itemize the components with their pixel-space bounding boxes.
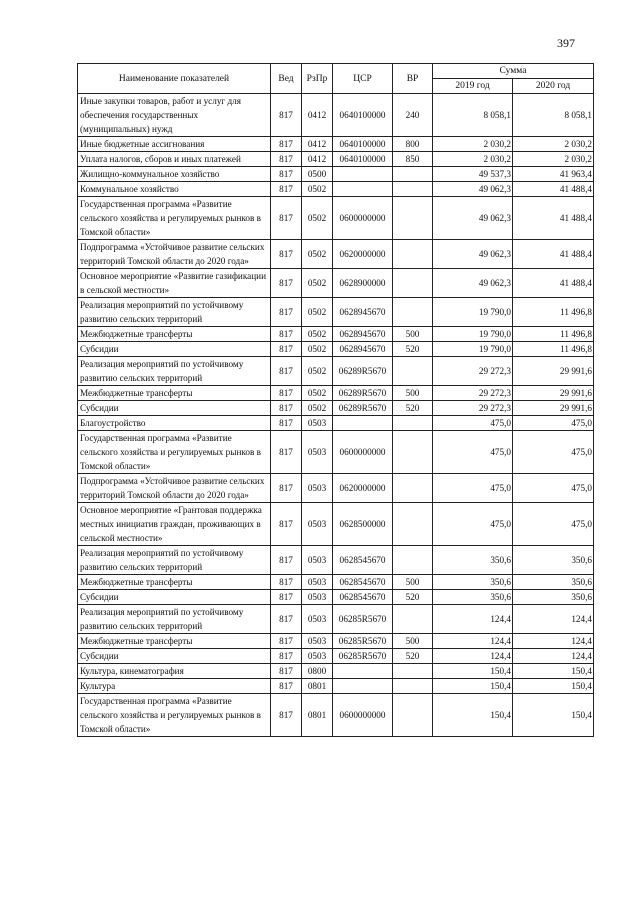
row-ved: 817 [271,546,302,575]
table-body [78,94,594,737]
row-rzpr: 0503 [302,649,333,664]
header-csr: ЦСР [333,64,393,94]
row-rzpr: 0503 [302,503,333,546]
row-name: Жилищно-коммунальное хозяйство [78,167,271,182]
row-ved: 817 [271,590,302,605]
table-row [78,240,594,269]
row-rzpr: 0502 [302,182,333,197]
row-sum-2020: 124,4 [513,605,594,634]
row-vr: 500 [393,575,433,590]
row-name: Подпрограмма «Устойчивое развитие сельских территорий Томской области до 2020 года» [78,474,271,503]
table-row [78,503,594,546]
table-row [78,94,594,137]
row-vr [393,269,433,298]
row-sum-2020: 350,6 [513,546,594,575]
row-sum-2020: 11 496,8 [513,327,594,342]
row-sum-2020: 41 488,4 [513,182,594,197]
row-ved: 817 [271,575,302,590]
row-name: Основное мероприятие «Грантовая поддержка местных инициатив граждан, проживающих в сельской местности» [78,503,271,546]
row-ved: 817 [271,664,302,679]
row-csr: 06289R5670 [333,386,393,401]
row-name: Субсидии [78,590,271,605]
row-ved: 817 [271,298,302,327]
row-rzpr: 0801 [302,679,333,694]
row-sum-2019: 49 537,3 [433,167,513,182]
row-csr: 0620000000 [333,474,393,503]
row-csr: 06289R5670 [333,401,393,416]
budget-table [77,63,594,737]
row-name: Коммунальное хозяйство [78,182,271,197]
row-rzpr: 0502 [302,240,333,269]
row-csr [333,664,393,679]
row-csr [333,167,393,182]
row-rzpr: 0503 [302,416,333,431]
row-csr [333,416,393,431]
row-sum-2019: 124,4 [433,649,513,664]
table-row [78,357,594,386]
row-ved: 817 [271,197,302,240]
row-rzpr: 0800 [302,664,333,679]
table-row [78,137,594,152]
header-year-2020: 2020 год [513,79,594,94]
row-name: Межбюджетные трансферты [78,386,271,401]
row-sum-2020: 124,4 [513,649,594,664]
table-row [78,342,594,357]
table-row [78,386,594,401]
row-vr: 800 [393,137,433,152]
row-name: Субсидии [78,342,271,357]
header-sum: Сумма [433,64,594,79]
row-sum-2020: 2 030,2 [513,137,594,152]
table-row [78,694,594,737]
row-sum-2020: 150,4 [513,694,594,737]
row-vr [393,416,433,431]
table-row [78,575,594,590]
row-sum-2020: 475,0 [513,416,594,431]
row-sum-2019: 19 790,0 [433,327,513,342]
row-sum-2019: 2 030,2 [433,137,513,152]
row-name: Культура [78,679,271,694]
row-sum-2019: 29 272,3 [433,401,513,416]
row-vr [393,474,433,503]
row-csr: 0620000000 [333,240,393,269]
row-sum-2019: 29 272,3 [433,386,513,401]
table-header [78,64,594,94]
row-ved: 817 [271,401,302,416]
row-rzpr: 0502 [302,386,333,401]
row-sum-2019: 49 062,3 [433,182,513,197]
row-vr: 240 [393,94,433,137]
row-name: Государственная программа «Развитие сельского хозяйства и регулируемых рынков в Томской области» [78,197,271,240]
header-year-2019: 2019 год [433,79,513,94]
row-csr: 0600000000 [333,694,393,737]
row-ved: 817 [271,634,302,649]
row-name: Межбюджетные трансферты [78,575,271,590]
row-rzpr: 0503 [302,590,333,605]
row-rzpr: 0503 [302,474,333,503]
table-row [78,664,594,679]
row-vr [393,298,433,327]
row-csr: 0640100000 [333,137,393,152]
row-vr: 520 [393,342,433,357]
row-csr: 0600000000 [333,197,393,240]
page-number: 397 [557,36,575,50]
row-vr [393,503,433,546]
row-name: Государственная программа «Развитие сельского хозяйства и регулируемых рынков в Томской области» [78,431,271,474]
row-vr [393,605,433,634]
row-sum-2020: 41 488,4 [513,240,594,269]
row-sum-2019: 350,6 [433,590,513,605]
table-row [78,474,594,503]
row-name: Культура, кинематография [78,664,271,679]
row-csr [333,182,393,197]
row-vr [393,431,433,474]
row-sum-2020: 11 496,8 [513,342,594,357]
row-sum-2019: 19 790,0 [433,298,513,327]
row-csr: 0640100000 [333,152,393,167]
row-name: Подпрограмма «Устойчивое развитие сельских территорий Томской области до 2020 года» [78,240,271,269]
header-name: Наименование показателей [78,64,271,94]
row-ved: 817 [271,416,302,431]
row-csr: 06285R5670 [333,605,393,634]
row-name: Реализация мероприятий по устойчивому развитию сельских территорий [78,298,271,327]
row-sum-2020: 475,0 [513,474,594,503]
row-name: Благоустройство [78,416,271,431]
row-rzpr: 0503 [302,546,333,575]
row-vr [393,167,433,182]
row-sum-2019: 475,0 [433,474,513,503]
row-vr [393,546,433,575]
row-ved: 817 [271,240,302,269]
row-ved: 817 [271,357,302,386]
row-csr [333,679,393,694]
row-vr [393,197,433,240]
row-ved: 817 [271,474,302,503]
row-csr: 0628945670 [333,327,393,342]
row-csr: 06285R5670 [333,634,393,649]
row-sum-2019: 350,6 [433,546,513,575]
row-sum-2020: 41 488,4 [513,197,594,240]
row-ved: 817 [271,679,302,694]
row-sum-2020: 29 991,6 [513,357,594,386]
row-vr [393,694,433,737]
row-rzpr: 0502 [302,197,333,240]
row-sum-2020: 150,4 [513,664,594,679]
row-vr [393,357,433,386]
row-rzpr: 0503 [302,634,333,649]
table-row [78,416,594,431]
header-ved: Вед [271,64,302,94]
row-sum-2019: 49 062,3 [433,197,513,240]
row-sum-2019: 49 062,3 [433,240,513,269]
row-sum-2020: 2 030,2 [513,152,594,167]
row-rzpr: 0502 [302,269,333,298]
row-ved: 817 [271,152,302,167]
row-ved: 817 [271,167,302,182]
table-row [78,269,594,298]
row-name: Реализация мероприятий по устойчивому развитию сельских территорий [78,546,271,575]
table-row [78,401,594,416]
row-sum-2020: 475,0 [513,503,594,546]
row-sum-2019: 19 790,0 [433,342,513,357]
row-vr: 520 [393,401,433,416]
row-rzpr: 0503 [302,575,333,590]
row-rzpr: 0503 [302,431,333,474]
row-csr: 06289R5670 [333,357,393,386]
row-ved: 817 [271,94,302,137]
row-sum-2019: 8 058,1 [433,94,513,137]
row-name: Субсидии [78,401,271,416]
row-name: Государственная программа «Развитие сельского хозяйства и регулируемых рынков в Томской области» [78,694,271,737]
row-ved: 817 [271,386,302,401]
row-vr: 520 [393,649,433,664]
row-sum-2020: 41 488,4 [513,269,594,298]
row-vr [393,182,433,197]
row-name: Иные закупки товаров, работ и услуг для обеспечения государственных (муниципальных) нужд [78,94,271,137]
row-sum-2019: 150,4 [433,664,513,679]
row-vr [393,679,433,694]
row-sum-2019: 49 062,3 [433,269,513,298]
row-name: Основное мероприятие «Развитие газификации в сельской местности» [78,269,271,298]
table-row [78,182,594,197]
row-ved: 817 [271,182,302,197]
row-ved: 817 [271,649,302,664]
row-sum-2019: 475,0 [433,503,513,546]
row-sum-2020: 29 991,6 [513,386,594,401]
row-sum-2019: 150,4 [433,679,513,694]
table-row [78,605,594,634]
row-sum-2020: 150,4 [513,679,594,694]
table-row [78,431,594,474]
row-name: Реализация мероприятий по устойчивому развитию сельских территорий [78,357,271,386]
row-csr: 0628545670 [333,590,393,605]
row-sum-2020: 350,6 [513,590,594,605]
row-sum-2020: 124,4 [513,634,594,649]
row-rzpr: 0502 [302,401,333,416]
row-vr: 500 [393,327,433,342]
table-row [78,649,594,664]
table-row [78,167,594,182]
row-csr: 0628945670 [333,298,393,327]
row-sum-2019: 475,0 [433,431,513,474]
row-ved: 817 [271,694,302,737]
row-vr [393,664,433,679]
table-row [78,197,594,240]
row-ved: 817 [271,342,302,357]
header-vr: ВР [393,64,433,94]
row-csr: 0628545670 [333,575,393,590]
row-sum-2019: 475,0 [433,416,513,431]
row-csr: 0628900000 [333,269,393,298]
row-ved: 817 [271,269,302,298]
table-row [78,634,594,649]
table-row [78,679,594,694]
row-vr: 850 [393,152,433,167]
row-rzpr: 0502 [302,327,333,342]
row-sum-2019: 29 272,3 [433,357,513,386]
header-rzpr: РзПр [302,64,333,94]
row-vr: 520 [393,590,433,605]
row-csr: 0640100000 [333,94,393,137]
row-rzpr: 0502 [302,298,333,327]
row-sum-2020: 41 963,4 [513,167,594,182]
row-rzpr: 0502 [302,357,333,386]
row-name: Межбюджетные трансферты [78,634,271,649]
row-csr: 06285R5670 [333,649,393,664]
row-sum-2019: 124,4 [433,605,513,634]
row-rzpr: 0503 [302,605,333,634]
row-vr: 500 [393,634,433,649]
row-sum-2019: 2 030,2 [433,152,513,167]
table-row [78,152,594,167]
row-ved: 817 [271,503,302,546]
row-rzpr: 0500 [302,167,333,182]
row-sum-2020: 8 058,1 [513,94,594,137]
table-row [78,327,594,342]
row-ved: 817 [271,137,302,152]
row-name: Субсидии [78,649,271,664]
row-sum-2019: 350,6 [433,575,513,590]
row-vr [393,240,433,269]
row-name: Реализация мероприятий по устойчивому развитию сельских территорий [78,605,271,634]
row-rzpr: 0412 [302,94,333,137]
row-csr: 0628545670 [333,546,393,575]
row-sum-2020: 29 991,6 [513,401,594,416]
row-rzpr: 0412 [302,152,333,167]
row-ved: 817 [271,605,302,634]
row-name: Уплата налогов, сборов и иных платежей [78,152,271,167]
row-csr: 0628500000 [333,503,393,546]
row-rzpr: 0412 [302,137,333,152]
row-rzpr: 0801 [302,694,333,737]
row-csr: 0628945670 [333,342,393,357]
table-row [78,590,594,605]
table-row [78,298,594,327]
row-ved: 817 [271,431,302,474]
row-csr: 0600000000 [333,431,393,474]
row-vr: 500 [393,386,433,401]
row-sum-2020: 11 496,8 [513,298,594,327]
row-sum-2020: 350,6 [513,575,594,590]
row-sum-2020: 475,0 [513,431,594,474]
row-name: Иные бюджетные ассигнования [78,137,271,152]
row-ved: 817 [271,327,302,342]
table-row [78,546,594,575]
row-sum-2019: 124,4 [433,634,513,649]
row-sum-2019: 150,4 [433,694,513,737]
row-name: Межбюджетные трансферты [78,327,271,342]
row-rzpr: 0502 [302,342,333,357]
